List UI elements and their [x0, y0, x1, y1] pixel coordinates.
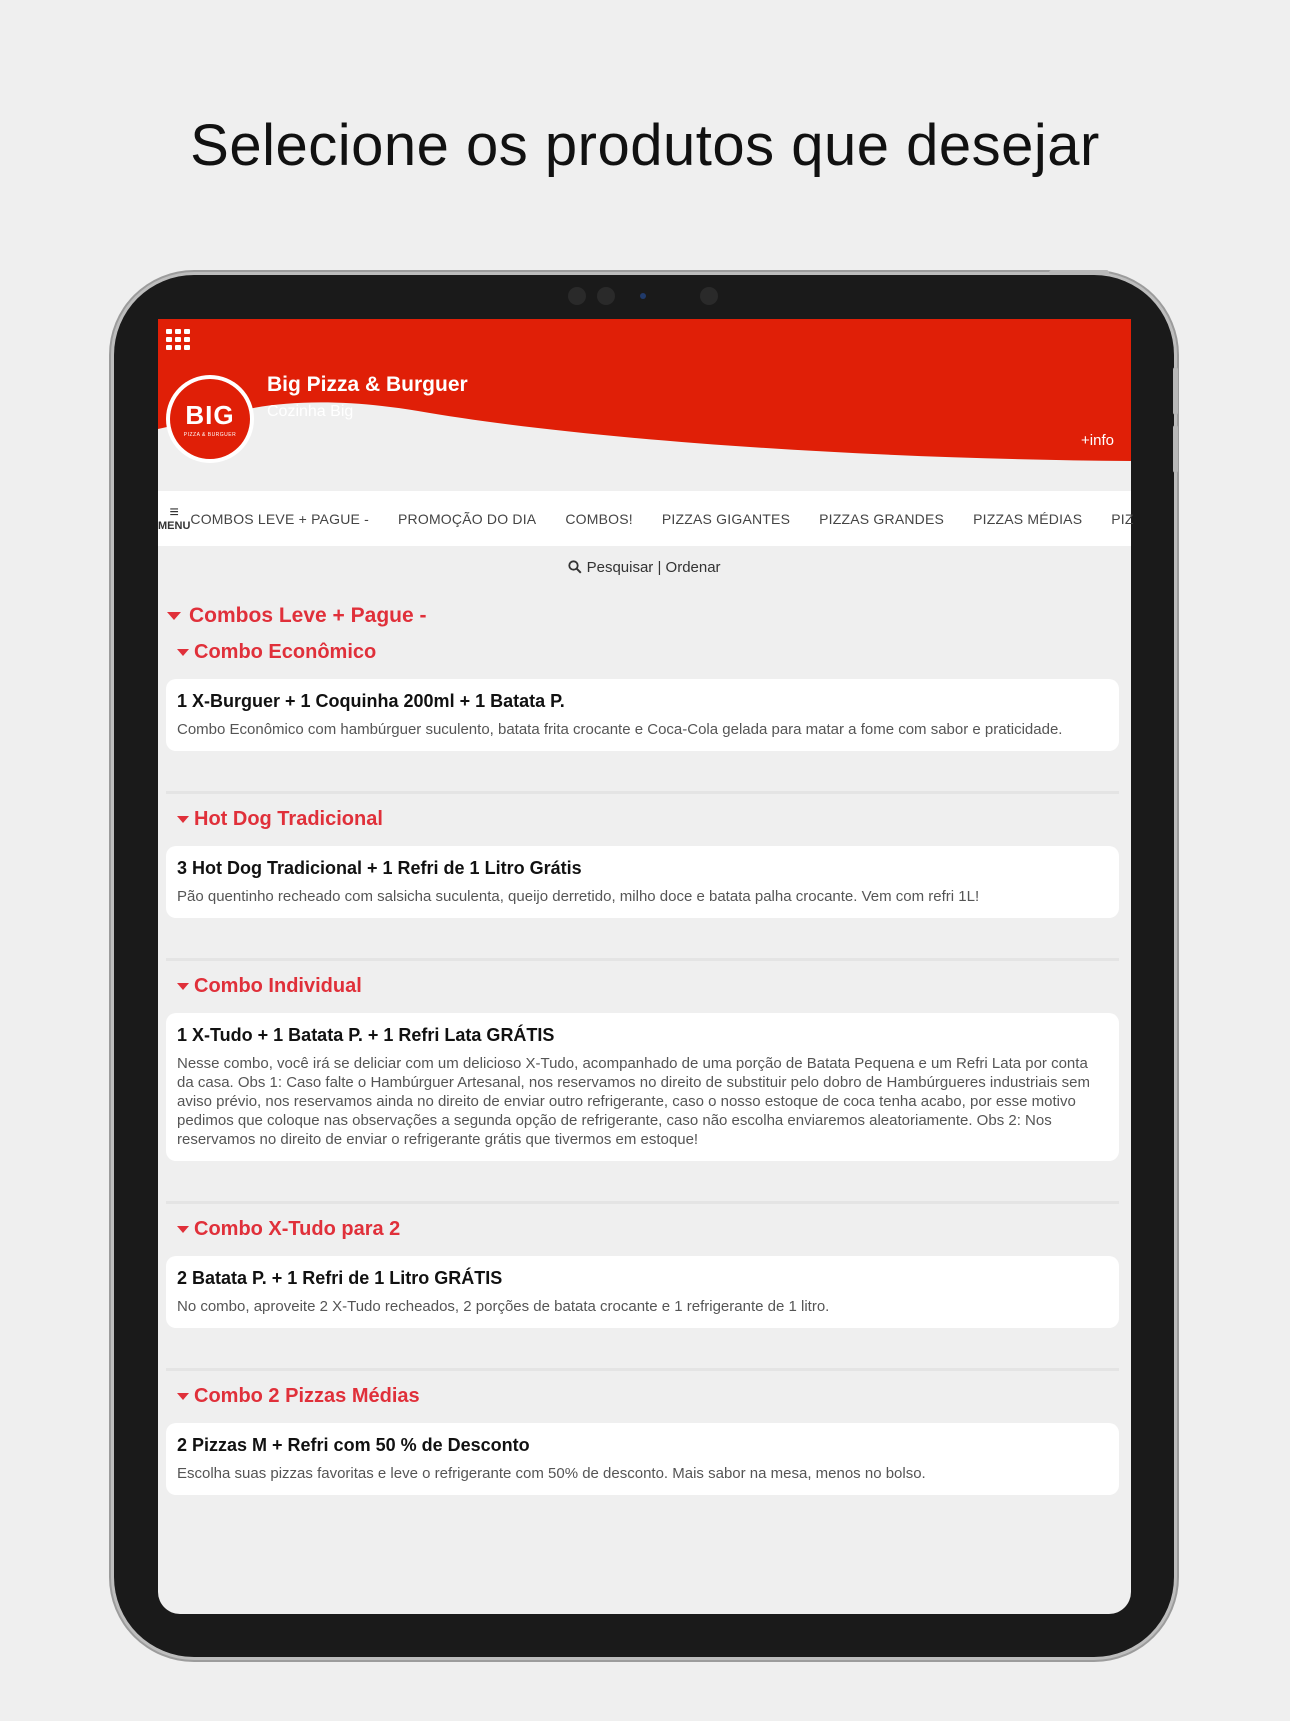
logo-text: BIG [185, 400, 235, 430]
product-card[interactable] [166, 679, 1119, 751]
product-description: No combo, aproveite 2 X-Tudo recheados, 2 porções de batata crocante e 1 refrigerante de 1 litro. [177, 1298, 830, 1315]
subcategory-header[interactable] [177, 1214, 1131, 1244]
power-button [1049, 270, 1109, 275]
subcategory-header[interactable] [177, 971, 1131, 1001]
nav-item-pizzas-medias[interactable]: PIZZAS MÉDIAS [973, 510, 1083, 527]
section-combo-individual [158, 971, 1131, 1204]
nav-item-combos[interactable]: COMBOS! [565, 510, 633, 527]
store-header [158, 319, 1131, 469]
category-title: Combos Leve + Pague - [189, 604, 427, 627]
camera-icon [597, 287, 615, 305]
nav-item-pizzas-truncated[interactable]: PIZ [1111, 510, 1134, 527]
tablet-frame [114, 275, 1174, 1657]
volume-up-button [1173, 367, 1178, 415]
nav-item-promocao-do-dia[interactable]: PROMOÇÃO DO DIA [398, 510, 537, 527]
section-combo-2-pizzas-medias [158, 1381, 1131, 1495]
store-logo [166, 375, 254, 463]
caret-down-icon [167, 612, 181, 620]
search-sort-label: Pesquisar | Ordenar [586, 559, 721, 576]
store-subtitle: Cozinha Big [267, 403, 354, 420]
hamburger-icon: ≡ [169, 503, 179, 521]
product-name: 3 Hot Dog Tradicional + 1 Refri de 1 Litro Grátis [177, 858, 582, 878]
product-card[interactable] [166, 1256, 1119, 1328]
apps-grid-icon[interactable] [166, 329, 192, 351]
product-description: Escolha suas pizzas favoritas e leve o refrigerante com 50% de desconto. Mais sabor na mesa, menos no bolso. [177, 1465, 926, 1482]
search-icon [568, 560, 582, 574]
caret-down-icon [177, 816, 189, 823]
divider [166, 791, 1119, 794]
nav-item-combos-leve-pague[interactable]: COMBOS LEVE + PAGUE - [190, 510, 369, 527]
subcategory-header[interactable] [177, 637, 1131, 667]
divider [166, 1201, 1119, 1204]
category-nav [158, 491, 1134, 546]
product-card[interactable] [166, 1013, 1119, 1161]
caret-down-icon [177, 1393, 189, 1400]
product-card[interactable] [166, 846, 1119, 918]
subcategory-title: Combo 2 Pizzas Médias [194, 1384, 420, 1407]
app-screen [158, 319, 1134, 1614]
caret-down-icon [177, 649, 189, 656]
category-header[interactable] [167, 601, 1131, 631]
camera-sensor-icon [640, 293, 646, 299]
subcategory-title: Hot Dog Tradicional [194, 807, 383, 830]
headline: Selecione os produtos que desejar [190, 113, 1100, 178]
product-name: 2 Pizzas M + Refri com 50 % de Desconto [177, 1435, 530, 1455]
product-name: 1 X-Tudo + 1 Batata P. + 1 Refri Lata GRÁTIS [177, 1025, 555, 1045]
menu-content [158, 591, 1131, 1495]
subcategory-title: Combo Individual [194, 974, 362, 997]
divider [166, 1368, 1119, 1371]
menu-label: MENU [158, 519, 191, 532]
product-name: 2 Batata P. + 1 Refri de 1 Litro GRÁTIS [177, 1268, 503, 1288]
product-description: Nesse combo, você irá se deliciar com um delicioso X-Tudo, acompanhado de uma porção de Batata Pequena e um Refri Lata por conta da casa. Obs 1: Caso falte o Hambúrguer Artesanal, nos reservamos no direito de substituir pelo dobro de Hambúrgueres industriais sem aviso prévio, nos reservamos ainda no direito de enviar outro refrigerante, caso o nosso estoque de coca tenha acabo, por esse motivo pedimos que coloque nas observações a segunda opção de refrigerante, caso não escolha enviaremos aleatoriamente. Obs 2: Nos reservamos no direito de enviar o refrigerante grátis que tivermos em estoque! [177, 1055, 1090, 1148]
volume-down-button [1173, 425, 1178, 473]
caret-down-icon [177, 983, 189, 990]
section-combo-economico [158, 637, 1131, 794]
section-hot-dog-tradicional [158, 804, 1131, 961]
nav-item-pizzas-grandes[interactable]: PIZZAS GRANDES [819, 510, 945, 527]
product-description: Pão quentinho recheado com salsicha suculenta, queijo derretido, milho doce e batata palha crocante. Vem com refri 1L! [177, 888, 980, 905]
camera-icon [568, 287, 586, 305]
subcategory-title: Combo X-Tudo para 2 [194, 1217, 401, 1240]
logo-subtext: PIZZA & BURGUER [183, 432, 237, 438]
section-combo-x-tudo-para-2 [158, 1214, 1131, 1371]
divider [166, 958, 1119, 961]
product-description: Combo Econômico com hambúrguer suculento, batata frita crocante e Coca-Cola gelada para matar a fome com sabor e praticidade. [177, 721, 1063, 738]
subcategory-header[interactable] [177, 804, 1131, 834]
product-name: 1 X-Burguer + 1 Coquinha 200ml + 1 Batata P. [177, 691, 565, 711]
product-card[interactable] [166, 1423, 1119, 1495]
camera-icon [700, 287, 718, 305]
caret-down-icon [177, 1226, 189, 1233]
subcategory-title: Combo Econômico [194, 640, 377, 663]
more-info-link[interactable]: +info [1081, 432, 1114, 449]
subcategory-header[interactable] [177, 1381, 1131, 1411]
store-name: Big Pizza & Burguer [267, 373, 468, 396]
menu-button[interactable] [158, 503, 191, 532]
nav-item-pizzas-gigantes[interactable]: PIZZAS GIGANTES [661, 510, 791, 527]
search-sort-link[interactable] [158, 559, 1131, 576]
